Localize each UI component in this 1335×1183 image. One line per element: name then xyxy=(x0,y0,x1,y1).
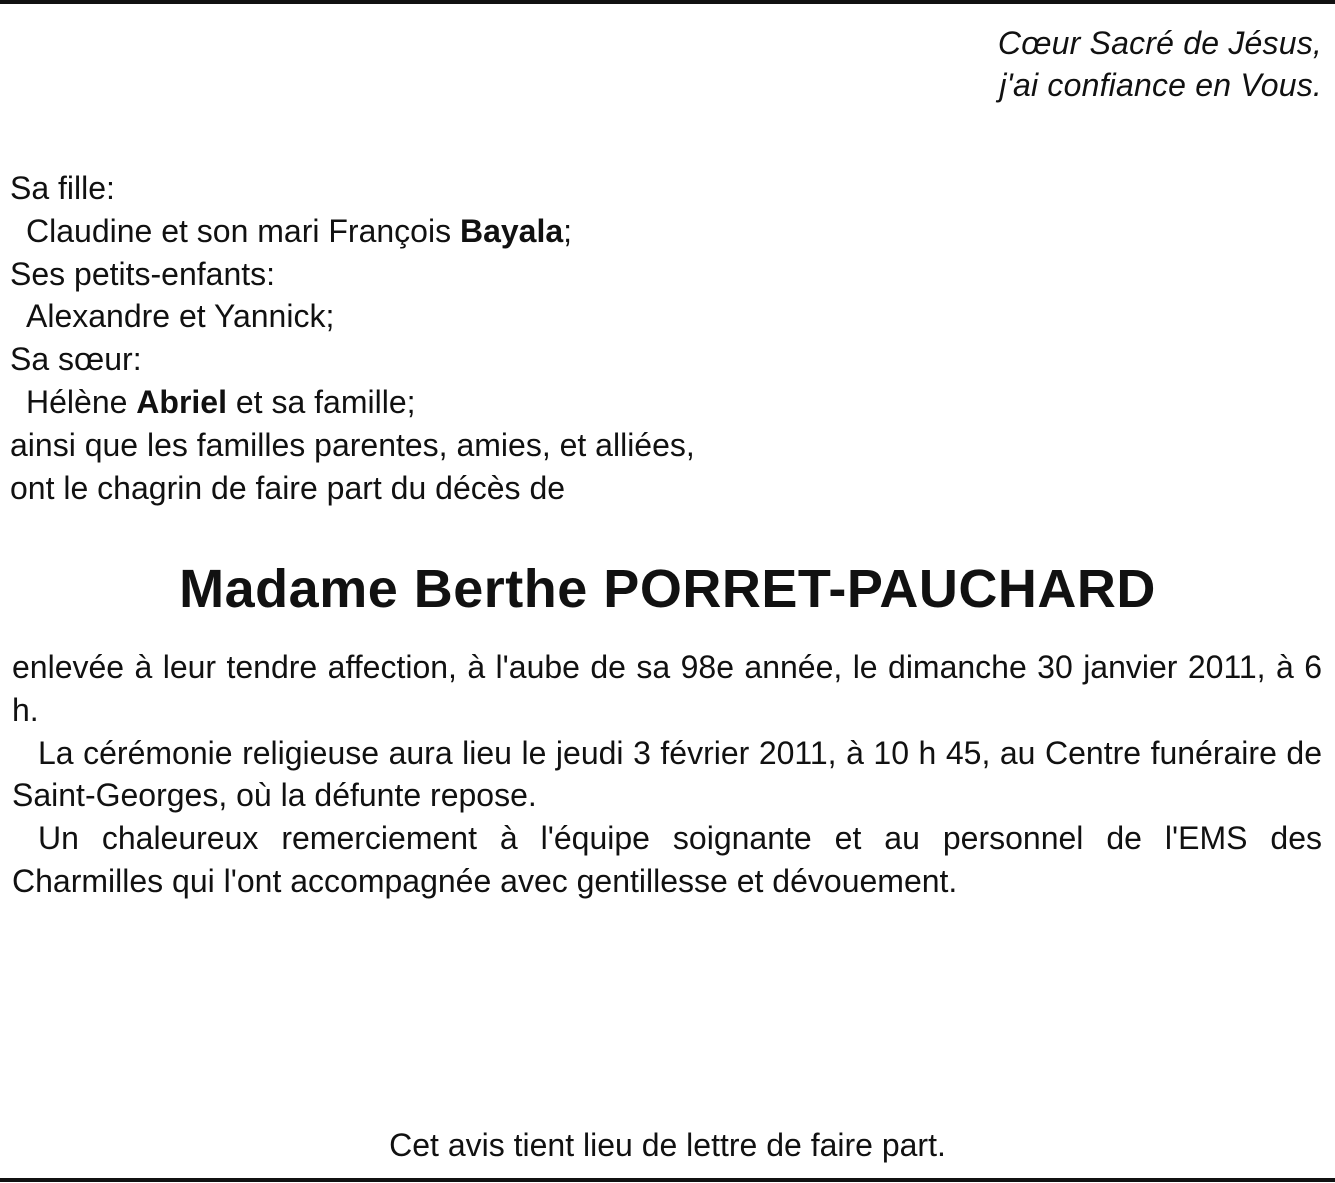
daughter-label: Sa fille: xyxy=(10,170,115,206)
grandchildren-label: Ses petits-enfants: xyxy=(10,255,276,292)
daughter-surname: Bayala xyxy=(459,212,564,249)
top-border-rule xyxy=(0,0,1335,4)
sister-first-name: Hélène xyxy=(26,383,137,420)
sister-end: et sa famille; xyxy=(226,383,416,420)
sister-entry xyxy=(10,381,910,424)
epigraph-line-2: j'ai confiance en Vous. xyxy=(999,67,1322,103)
deceased-name: Madame Berthe PORRET-PAUCHARD xyxy=(179,559,1156,619)
family-list xyxy=(10,167,910,509)
notice-body xyxy=(12,646,1322,903)
epigraph xyxy=(998,22,1322,106)
sister-surname: Abriel xyxy=(136,383,227,420)
relatives-line: ainsi que les familles parentes, amies, et alliées, xyxy=(10,426,695,463)
announcement-line: ont le chagrin de faire part du décès de xyxy=(10,469,566,506)
daughter-entry xyxy=(10,210,910,253)
epigraph-line-1: Cœur Sacré de Jésus, xyxy=(997,25,1322,61)
notice-paragraph-2: La cérémonie religieuse aura lieu le jeudi 3 février 2011, à 10 h 45, au Centre funéraire de Saint-Georges, où la défunte repose. xyxy=(12,734,1322,814)
notice-paragraph-3: Un chaleureux remerciement à l'équipe soignante et au personnel de l'EMS des Charmilles qui l'ont accompagnée avec gentillesse et dévouement. xyxy=(12,820,1322,899)
footer-note: Cet avis tient lieu de lettre de faire part. xyxy=(389,1127,946,1163)
daughter-names: Claudine et son mari François xyxy=(26,212,460,249)
grandchildren-entry: Alexandre et Yannick; xyxy=(26,298,335,335)
sister-label: Sa sœur: xyxy=(10,341,142,378)
daughter-end: ; xyxy=(563,212,573,249)
bottom-border-rule xyxy=(0,1178,1335,1182)
notice-paragraph-1: enlevée à leur tendre affection, à l'aube de sa 98e année, le dimanche 30 janvier 2011, à 6 h. xyxy=(12,649,1322,728)
